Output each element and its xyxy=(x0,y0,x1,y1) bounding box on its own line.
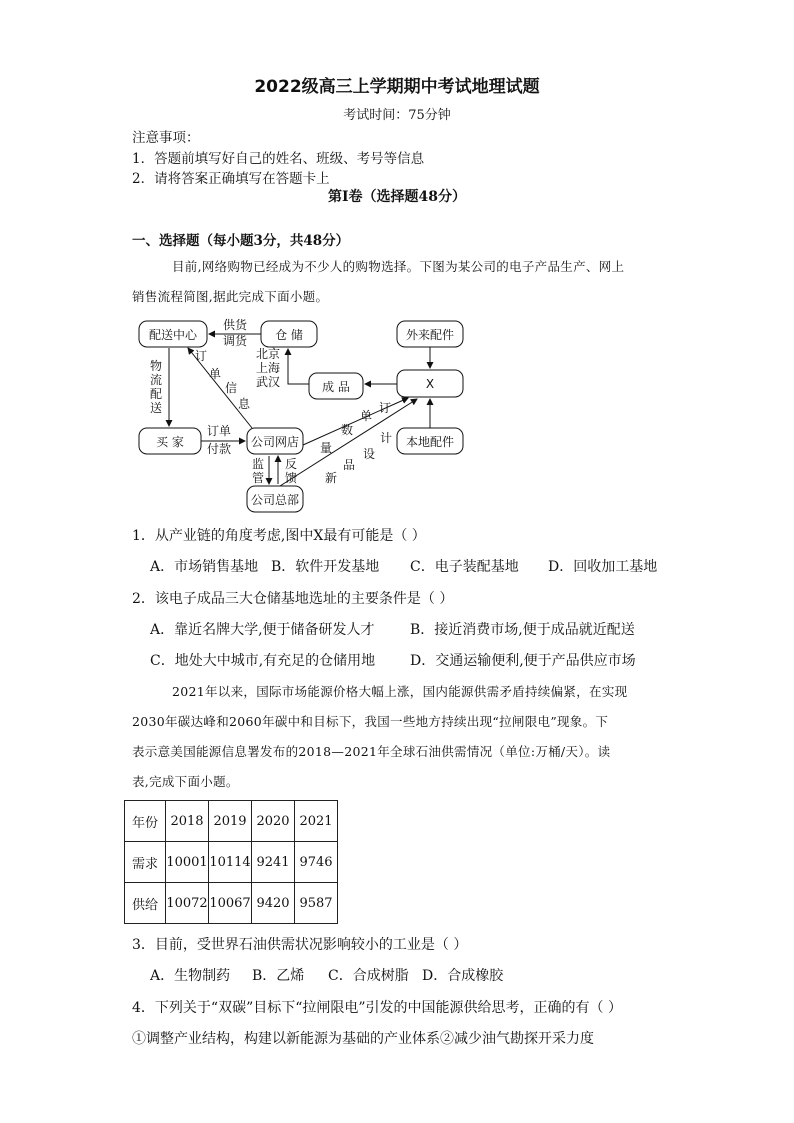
label-supervise-2: 管 xyxy=(252,471,265,485)
part-title: 第I卷（选择题48分） xyxy=(327,189,467,205)
passage1-line1: 目前,网络购物已经成为不少人的购物选择。下图为某公司的电子产品生产、网上 xyxy=(172,259,625,274)
label-supervise-1: 监 xyxy=(252,457,265,471)
table-cell: 10001 xyxy=(166,842,209,883)
label-order-info-1: 订 xyxy=(195,349,208,363)
q3-stem: 3．目前，受世界石油供需状况影响较小的工业是（ ） xyxy=(132,937,468,953)
passage2-line1: 2021年以来，国际市场能源价格大幅上涨，国内能源供需矛盾持续偏紧，在实现 xyxy=(172,684,628,699)
exam-time: 考试时间：75分钟 xyxy=(343,108,451,123)
q3-option-a[interactable]: A．生物制药 xyxy=(150,968,231,984)
table-cell: 年份 xyxy=(125,801,166,842)
label-supply-1: 供货 xyxy=(223,318,248,332)
table-header-row xyxy=(125,801,338,842)
table-cell: 10072 xyxy=(166,883,209,924)
q1-option-c[interactable]: C．电子装配基地 xyxy=(410,559,519,575)
label-logistics-4: 送 xyxy=(150,401,163,415)
label-feedback-1: 反 xyxy=(285,457,298,471)
label-logistics-1: 物 xyxy=(150,359,163,373)
table-cell: 9587 xyxy=(295,883,338,924)
table-cell: 2018 xyxy=(166,801,209,842)
label-feedback-2: 馈 xyxy=(285,471,298,485)
notice-heading: 注意事项： xyxy=(132,130,200,146)
label-city-wuhan: 武汉 xyxy=(256,375,281,389)
label-order-pay-2: 付款 xyxy=(207,442,232,456)
table-row xyxy=(125,842,338,883)
node-hq: 公司总部 xyxy=(250,493,300,507)
label-city-beijing: 北京 xyxy=(256,347,281,361)
node-online-store: 公司网店 xyxy=(250,435,300,449)
table-cell: 9746 xyxy=(295,842,338,883)
node-product: 成 品 xyxy=(322,380,350,394)
flow-diagram xyxy=(130,312,470,518)
table-cell: 2021 xyxy=(295,801,338,842)
label-order-qty-2: 单 xyxy=(360,409,373,423)
table-cell: 2019 xyxy=(209,801,252,842)
label-order-pay-1: 订单 xyxy=(207,424,232,438)
q4-options-line: ①调整产业结构，构建以新能源为基础的产业体系②减少油气勘探开采力度 xyxy=(132,1031,594,1047)
table-row xyxy=(125,883,338,924)
q3-option-d[interactable]: D．合成橡胶 xyxy=(422,968,504,984)
q1-option-d[interactable]: D．回收加工基地 xyxy=(548,559,658,575)
label-order-qty-3: 数 xyxy=(341,423,354,437)
table-cell: 9420 xyxy=(252,883,295,924)
q2-option-d[interactable]: D．交通运输便利,便于产品供应市场 xyxy=(410,653,636,669)
q1-option-a[interactable]: A．市场销售基地 xyxy=(150,559,259,575)
node-delivery-center: 配送中心 xyxy=(148,328,198,342)
table-cell: 供给 xyxy=(125,883,166,924)
q2-stem: 2．该电子成品三大仓储基地选址的主要条件是（ ） xyxy=(132,591,454,607)
table-cell: 10114 xyxy=(209,842,252,883)
label-new-design-3: 品 xyxy=(343,458,356,472)
label-new-design-1: 计 xyxy=(380,431,393,445)
label-new-design-4: 新 xyxy=(325,471,338,485)
label-city-shanghai: 上海 xyxy=(256,361,281,375)
q1-stem: 1．从产业链的角度考虑,图中X最有可能是（ ） xyxy=(132,528,426,544)
q3-option-c[interactable]: C．合成树脂 xyxy=(328,968,409,984)
label-order-qty-1: 订 xyxy=(379,401,392,415)
label-order-info-4: 息 xyxy=(238,397,251,411)
oil-supply-demand-table xyxy=(124,800,338,924)
node-warehouse: 仓 储 xyxy=(275,328,303,342)
label-new-design-2: 设 xyxy=(363,447,376,461)
q2-option-c[interactable]: C．地处大中城市,有充足的仓储用地 xyxy=(150,653,376,669)
passage2-line4: 表,完成下面小题。 xyxy=(132,774,239,789)
q2-option-b[interactable]: B．接近消费市场,便于成品就近配送 xyxy=(410,622,635,638)
table-cell: 10067 xyxy=(209,883,252,924)
label-logistics-2: 流 xyxy=(150,373,163,387)
passage2-line3: 表示意美国能源信息署发布的2018—2021年全球石油供需情况（单位:万桶/天）。读 xyxy=(132,744,611,759)
notice-item-2: 2．请将答案正确填写在答题卡上 xyxy=(132,171,330,187)
label-order-qty-4: 量 xyxy=(320,441,333,455)
label-supply-2: 调货 xyxy=(223,334,248,348)
q3-option-b[interactable]: B．乙烯 xyxy=(252,968,305,984)
passage1-line2: 销售流程简图,据此完成下面小题。 xyxy=(132,289,329,304)
node-external-parts: 外来配件 xyxy=(405,328,455,342)
q1-option-b[interactable]: B．软件开发基地 xyxy=(271,559,380,575)
page-title: 2022级高三上学期期中考试地理试题 xyxy=(254,77,540,97)
node-x: X xyxy=(425,377,435,391)
label-order-info-2: 单 xyxy=(209,367,222,381)
node-buyer: 买 家 xyxy=(156,435,184,449)
passage2-line2: 2030年碳达峰和2060年碳中和目标下，我国一些地方持续出现“拉闸限电”现象。下 xyxy=(132,714,609,729)
notice-item-1: 1．答题前填写好自己的姓名、班级、考号等信息 xyxy=(132,151,425,167)
label-order-info-3: 信 xyxy=(225,381,238,395)
q2-option-a[interactable]: A．靠近名牌大学,便于储备研发人才 xyxy=(150,622,375,638)
table-cell: 2020 xyxy=(252,801,295,842)
label-logistics-3: 配 xyxy=(150,387,163,401)
table-cell: 需求 xyxy=(125,842,166,883)
q4-stem: 4．下列关于“双碳”目标下“拉闸限电”引发的中国能源供给思考，正确的有（ ） xyxy=(132,1000,622,1016)
section-title: 一、选择题（每小题3分，共48分） xyxy=(132,233,350,249)
node-local-parts: 本地配件 xyxy=(405,435,455,449)
table-cell: 9241 xyxy=(252,842,295,883)
